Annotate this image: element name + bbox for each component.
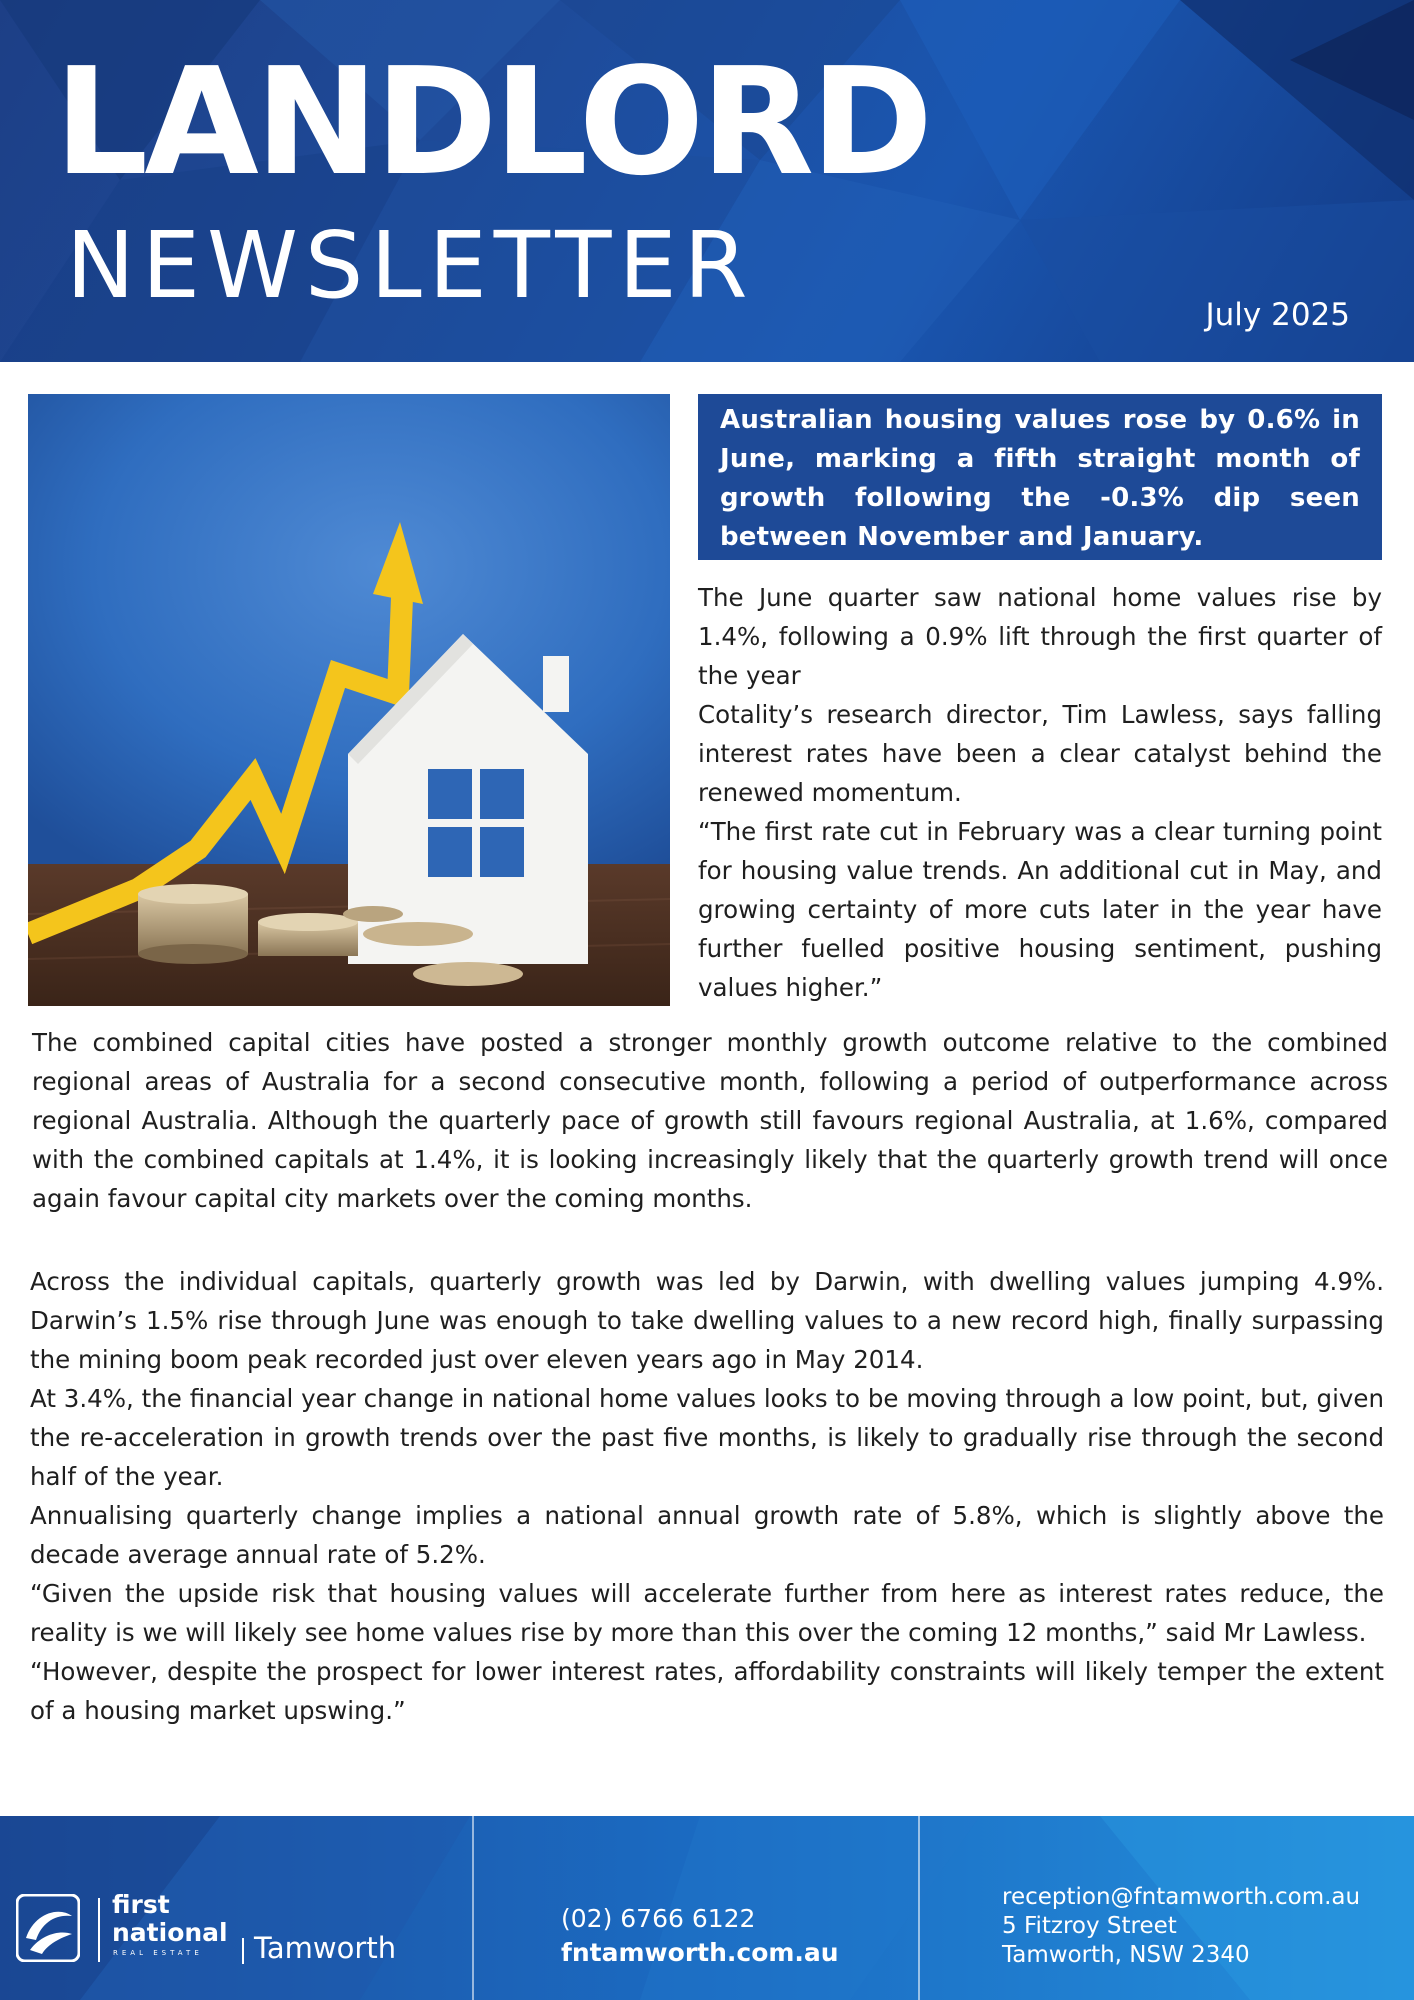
article-paragraph: The June quarter saw national home values rise by 1.4%, following a 0.9% lift through the first quarter of the year <box>698 583 1382 690</box>
street-address: 5 Fitzroy Street <box>1002 1913 1177 1939</box>
issue-date: July 2025 <box>1205 297 1350 333</box>
article-paragraph: “The first rate cut in February was a clear turning point for housing value trends. An additional cut in May, and growing certainty of more cuts later in the year have further fuelled positive housing sentiment, pushing values higher.” <box>698 817 1382 1002</box>
article-body <box>30 1262 1384 1730</box>
email-link[interactable]: reception@fntamworth.com.au <box>1002 1884 1361 1910</box>
logo-separator <box>242 1938 244 1964</box>
article-paragraph: Annualising quarterly change implies a national annual growth rate of 5.8%, which is slightly above the decade average annual rate of 5.2%. <box>30 1501 1384 1569</box>
phone-number[interactable]: (02) 6766 6122 <box>561 1904 756 1933</box>
hero-image <box>28 394 670 1006</box>
logo-national: national <box>112 1918 228 1947</box>
city-address: Tamworth, NSW 2340 <box>1002 1942 1250 1968</box>
newsletter-title: LANDLORD <box>54 36 930 208</box>
website-link[interactable]: fntamworth.com.au <box>561 1938 839 1967</box>
house-coins-growth-arrow-image <box>28 394 670 1006</box>
logo-separator <box>98 1898 100 1962</box>
first-national-logo-icon <box>16 1894 80 1962</box>
logo-real-estate: REAL ESTATE <box>113 1949 203 1957</box>
article-paragraph: The combined capital cities have posted a stronger monthly growth outcome relative to the combined regional areas of Australia for a second consecutive month, following a period of outperformance across regional Australia. Although the quarterly pace of growth still favours regional Australia, at 1.6%, compared with the combined capitals at 1.4%, it is looking increasingly likely that the quarterly growth trend will once again favour capital city markets over the coming months. <box>32 1028 1388 1213</box>
article-paragraph: Across the individual capitals, quarterly growth was led by Darwin, with dwelling values jumping 4.9%. Darwin’s 1.5% rise through June was enough to take dwelling values to a new record high, finally surpassing the mining boom peak recorded just over eleven years ago in May 2014. <box>30 1267 1384 1374</box>
logo-first: first <box>112 1890 170 1919</box>
article-full-width <box>32 1023 1388 1218</box>
newsletter-header <box>0 0 1414 362</box>
footer-divider <box>918 1816 920 2000</box>
headline-highlight-box <box>698 394 1382 560</box>
footer-divider <box>472 1816 474 2000</box>
headline-text: Australian housing values rose by 0.6% in June, marking a fifth straight month of growth following the -0.3% dip seen between November and January. <box>720 405 1360 552</box>
article-column <box>698 578 1382 1007</box>
article-paragraph: “Given the upside risk that housing values will accelerate further from here as interest rates reduce, the reality is we will likely see home values rise by more than this over the coming 12 months,” said Mr Lawless. <box>30 1579 1384 1647</box>
office-name: Tamworth <box>254 1931 397 1965</box>
newsletter-subtitle: NEWSLETTER <box>66 212 755 319</box>
article-paragraph: At 3.4%, the financial year change in national home values looks to be moving through a low point, but, given the re-acceleration in growth trends over the past five months, is likely to gradually rise through the second half of the year. <box>30 1384 1384 1491</box>
article-paragraph: Cotality’s research director, Tim Lawless, says falling interest rates have been a clear catalyst behind the renewed momentum. <box>698 700 1382 807</box>
article-paragraph: “However, despite the prospect for lower interest rates, affordability constraints will likely temper the extent of a housing market upswing.” <box>30 1657 1384 1725</box>
